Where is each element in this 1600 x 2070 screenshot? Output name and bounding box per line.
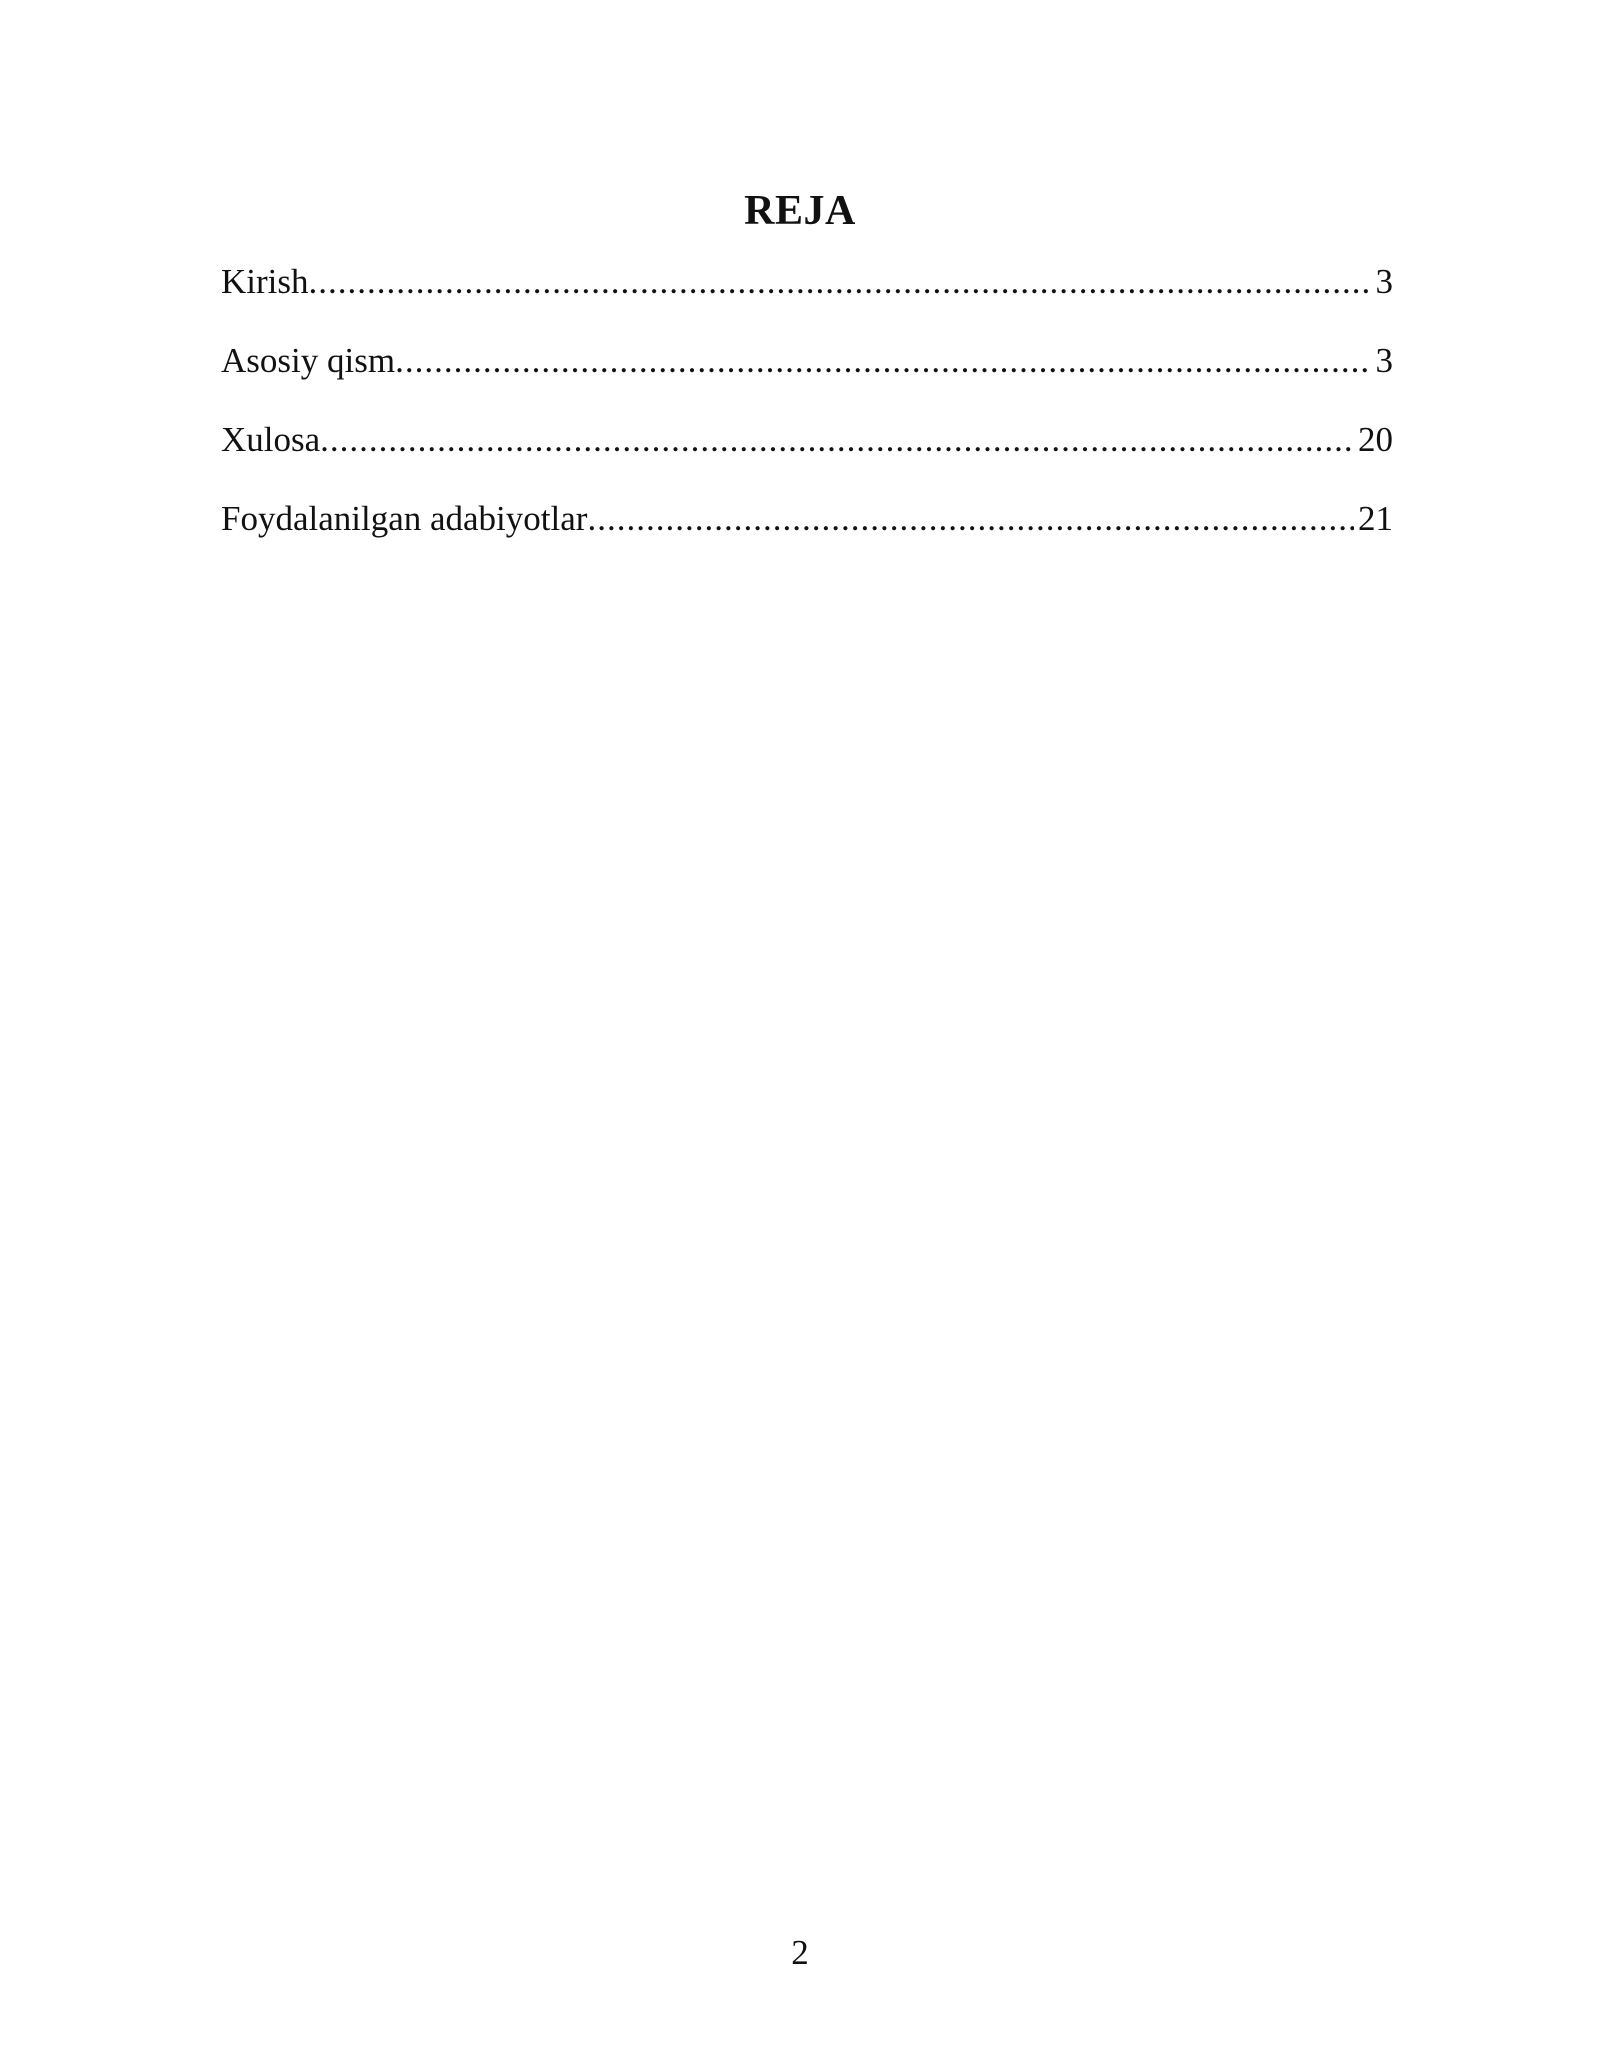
- page-title: REJA: [744, 188, 856, 234]
- toc-dot-leader: [587, 494, 1354, 544]
- toc-entry-xulosa: [221, 415, 1393, 494]
- page-number: 2: [791, 1933, 809, 1972]
- toc-dot-leader: [320, 415, 1354, 465]
- toc-entry-page: 3: [1375, 341, 1393, 380]
- table-of-contents: [221, 257, 1393, 573]
- toc-entry-asosiy-qism: [221, 336, 1393, 415]
- toc-entry-label: Kirish: [221, 262, 309, 301]
- toc-entry-label: Foydalanilgan adabiyotlar: [221, 499, 588, 538]
- toc-dot-leader: [309, 257, 1372, 307]
- toc-entry-page: 20: [1358, 420, 1393, 459]
- toc-entry-kirish: [221, 257, 1393, 336]
- toc-entry-label: Xulosa: [221, 420, 321, 459]
- toc-entry-label: Asosiy qism: [221, 341, 396, 380]
- toc-dot-leader: [395, 336, 1371, 386]
- toc-entry-page: 3: [1375, 262, 1393, 301]
- toc-entry-foydalanilgan-adabiyotlar: [221, 494, 1393, 573]
- toc-entry-page: 21: [1358, 499, 1393, 538]
